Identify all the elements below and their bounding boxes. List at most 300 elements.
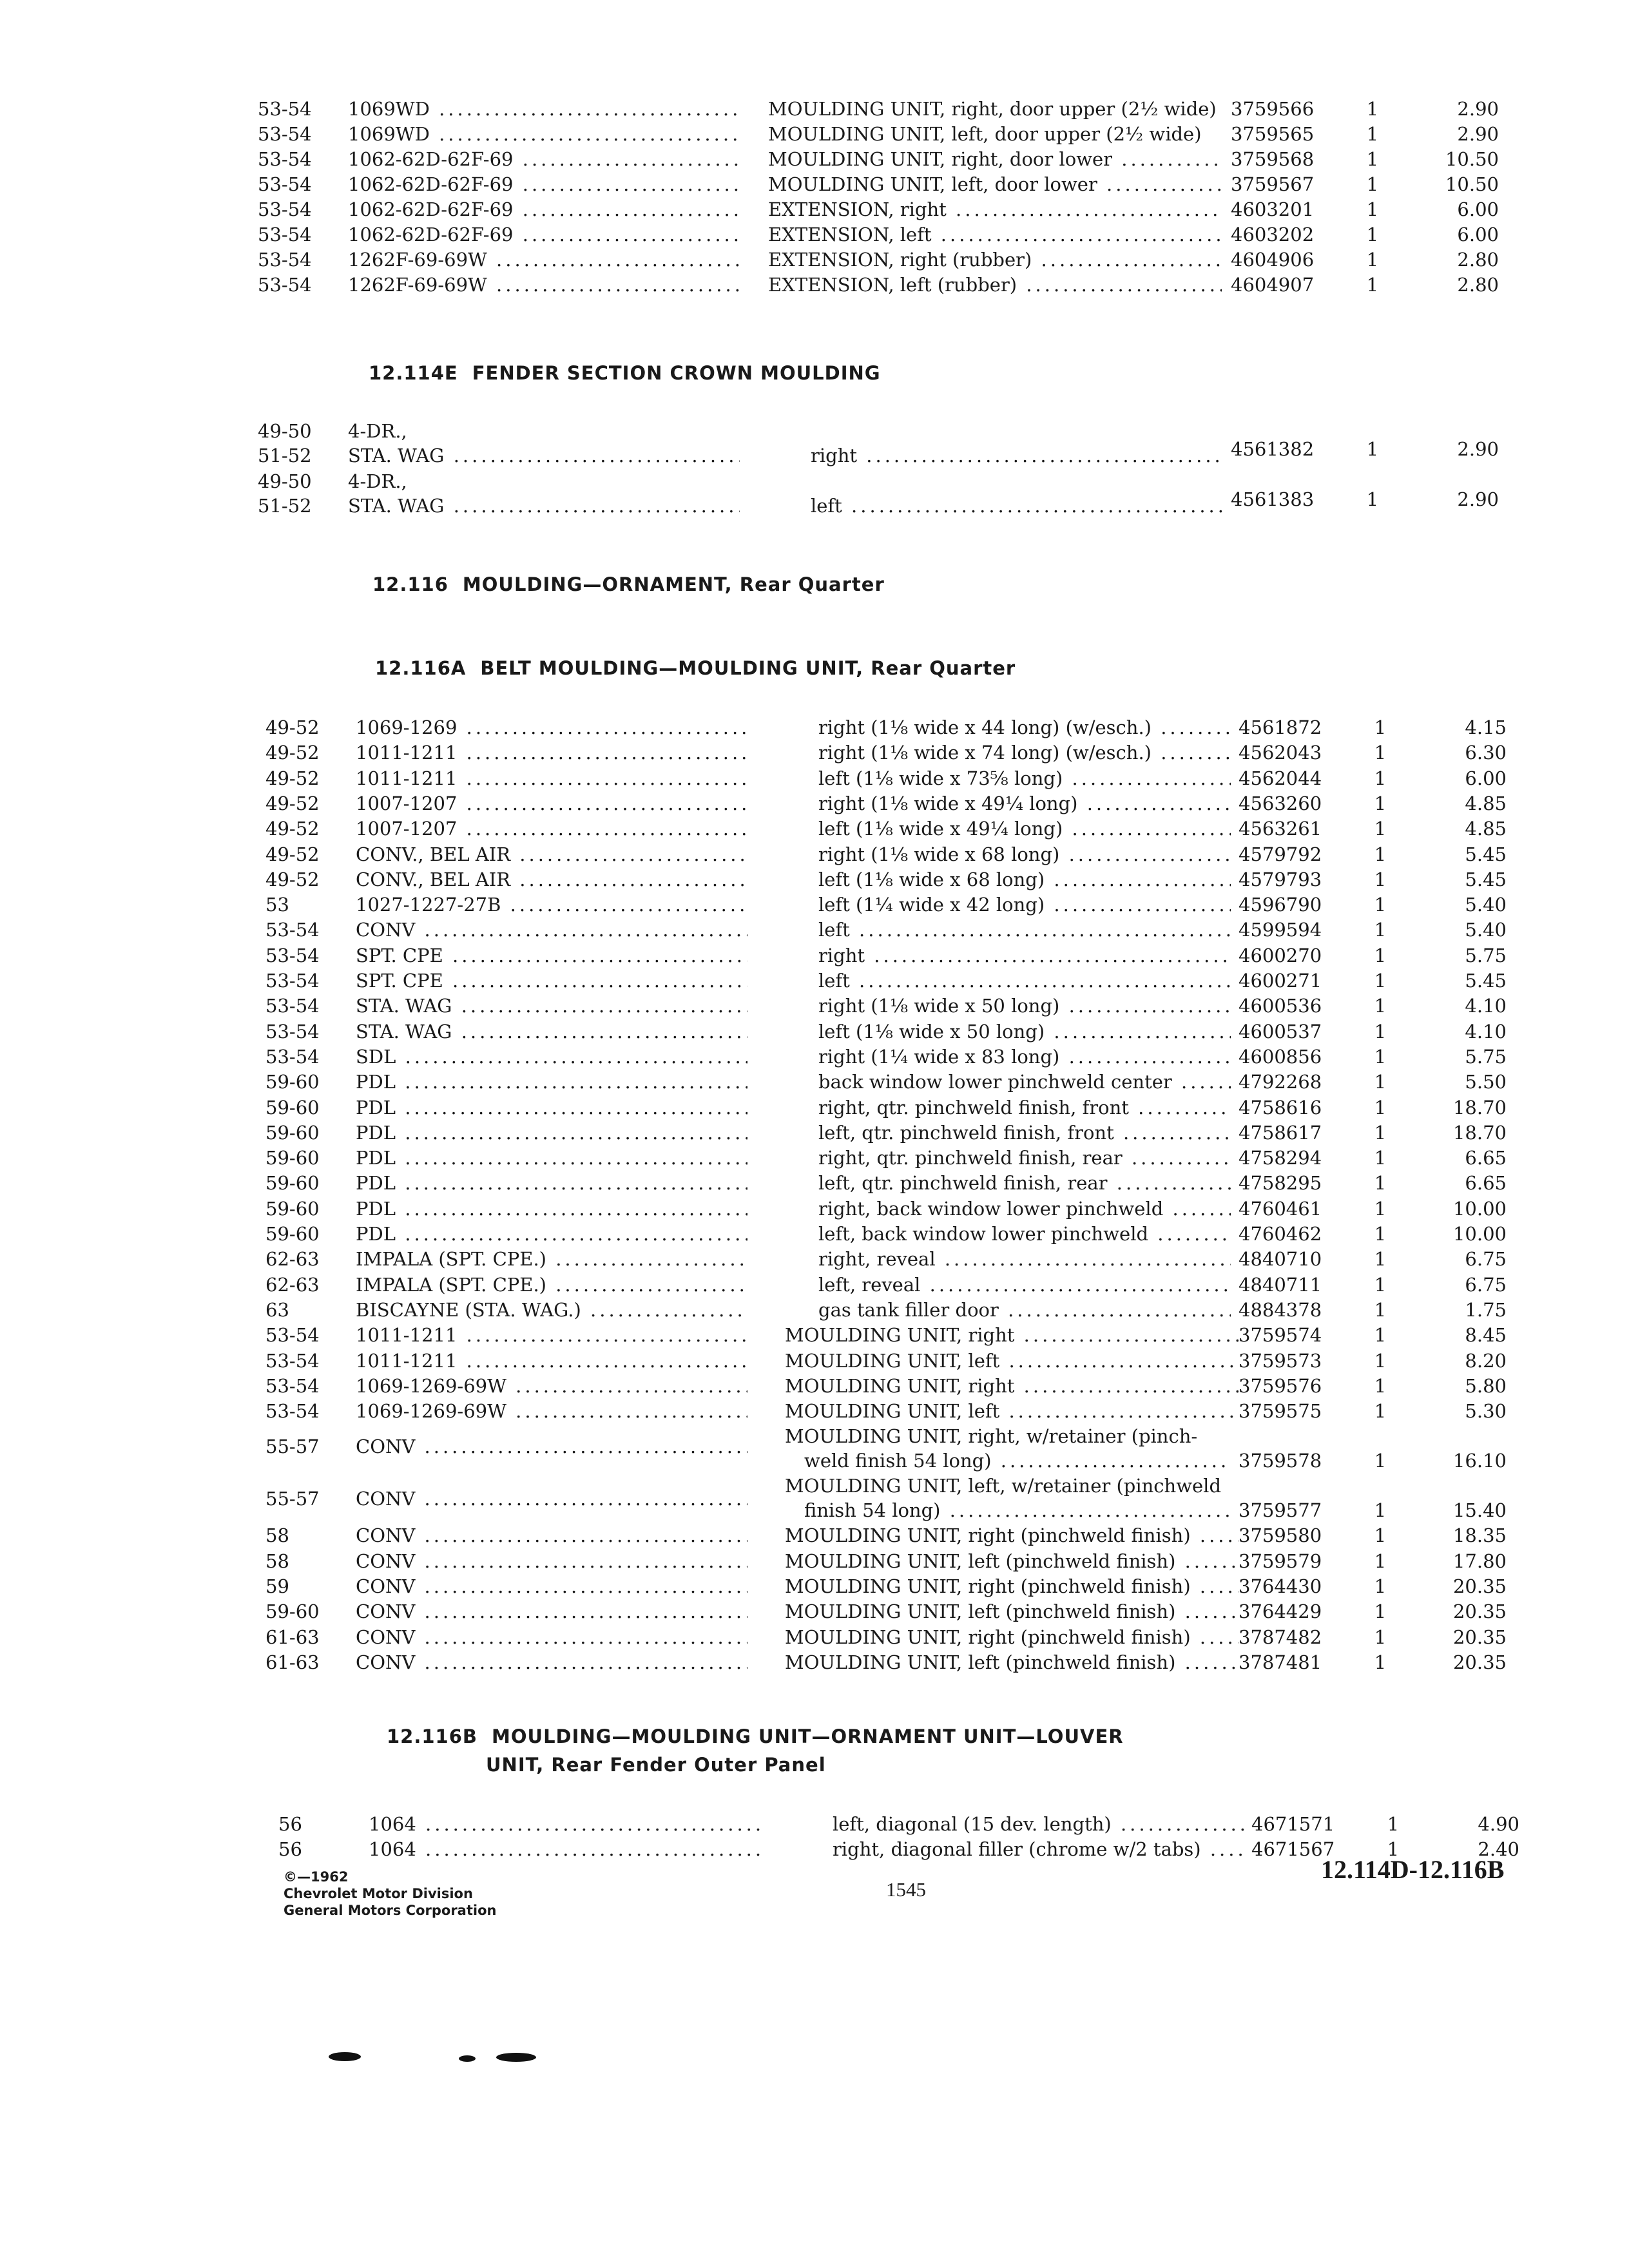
- table-row: [258, 247, 1579, 272]
- model-cell: PDL .....: [356, 1070, 747, 1094]
- model-cell: 1007-1207 .....: [356, 791, 747, 816]
- year-cell: 59-60: [265, 1600, 320, 1623]
- table-row: [265, 1323, 1586, 1347]
- model-cell: CONV .....: [356, 1523, 747, 1548]
- part-number-cell: 4758617: [1239, 1121, 1322, 1144]
- quantity-cell: 1: [1374, 1651, 1387, 1673]
- table-row: [265, 842, 1586, 867]
- quantity-cell: 1: [1374, 1550, 1387, 1572]
- part-number-cell: 3759579: [1239, 1550, 1322, 1572]
- year-cell: 49-52: [265, 767, 320, 789]
- price-cell: 5.45: [1465, 843, 1507, 865]
- part-number-cell: 3759568: [1231, 148, 1315, 170]
- part-number-cell: 4758294: [1239, 1147, 1322, 1169]
- quantity-cell: 1: [1374, 944, 1387, 966]
- quantity-cell: 1: [1366, 274, 1379, 296]
- quantity-cell: 1: [1366, 123, 1379, 145]
- price-cell: 6.00: [1465, 767, 1507, 789]
- part-number-cell: 3787482: [1239, 1626, 1322, 1648]
- quantity-cell: 1: [1374, 995, 1387, 1017]
- description-cell: left (1⅛ wide x 50 long) .....: [818, 1019, 1231, 1044]
- description-cell: left (1⅛ wide x 73⅝ long) .....: [818, 766, 1231, 791]
- part-number-cell: 4671571: [1251, 1813, 1335, 1835]
- model-cell: SPT. CPE .....: [356, 943, 747, 968]
- description-cell: EXTENSION, left .....: [768, 222, 1222, 247]
- description-cell: MOULDING UNIT, right, door lower .....: [768, 147, 1222, 171]
- year-cell: 53-54: [265, 1374, 320, 1397]
- description-cell: left, qtr. pinchweld finish, front .....: [818, 1120, 1231, 1145]
- table-row: [258, 222, 1579, 247]
- price-cell: 5.45: [1465, 868, 1507, 890]
- table-row: [258, 147, 1579, 171]
- year-cell: 53-54: [265, 1324, 320, 1347]
- model-cell: CONV .....: [356, 1486, 747, 1511]
- quantity-cell: 1: [1366, 438, 1379, 460]
- year-cell: 49-50: [258, 420, 312, 442]
- price-cell: 1.75: [1465, 1298, 1507, 1321]
- price-cell: 10.50: [1445, 173, 1499, 195]
- table-row: [278, 1812, 1599, 1836]
- price-cell: 5.75: [1465, 944, 1507, 966]
- description-cell: right .....: [811, 443, 1223, 468]
- quantity-cell: 1: [1374, 970, 1387, 992]
- quantity-cell: 1: [1374, 1600, 1387, 1623]
- model-cell: 1062-62D-62F-69 .....: [348, 222, 740, 247]
- table-row: [258, 488, 1579, 518]
- part-number-cell: 4579793: [1239, 868, 1322, 890]
- part-number-cell: 3759567: [1231, 173, 1315, 195]
- description-cell: MOULDING UNIT, left (pinchweld finish) .....: [785, 1549, 1239, 1573]
- quantity-cell: 1: [1374, 1626, 1387, 1648]
- part-number-cell: 4884378: [1239, 1298, 1322, 1321]
- year-cell: 56: [278, 1838, 302, 1860]
- part-number-cell: 3759580: [1239, 1524, 1322, 1547]
- section-number: 12.116: [372, 573, 448, 595]
- model-cell: STA. WAG .....: [356, 994, 747, 1018]
- price-cell: 15.40: [1452, 1499, 1507, 1522]
- model-cell: CONV .....: [356, 1599, 747, 1624]
- model-cell: SPT. CPE .....: [356, 968, 747, 993]
- quantity-cell: 1: [1374, 1499, 1387, 1522]
- year-cell: 53-54: [258, 148, 312, 170]
- model-cell: 1262F-69-69W .....: [348, 273, 740, 297]
- table-row: [265, 1488, 1586, 1523]
- section-title-line2: UNIT, Rear Fender Outer Panel: [486, 1754, 826, 1776]
- description-cell: right .....: [818, 943, 1231, 968]
- description-cell: MOULDING UNIT, right (pinchweld finish) .....: [785, 1523, 1239, 1548]
- year-cell: 49-52: [265, 716, 320, 738]
- part-number-cell: 3759573: [1239, 1349, 1322, 1372]
- year-cell: 51-52: [258, 445, 312, 466]
- model-cell: BISCAYNE (STA. WAG.) .....: [356, 1298, 747, 1322]
- year-cell: 59-60: [265, 1121, 320, 1144]
- quantity-cell: 1: [1374, 1575, 1387, 1597]
- year-cell: 53-54: [265, 995, 320, 1017]
- year-cell: 59-60: [265, 1197, 320, 1220]
- model-cell: PDL .....: [356, 1120, 747, 1145]
- division-name: Chevrolet Motor Division: [284, 1886, 473, 1901]
- quantity-cell: 1: [1366, 98, 1379, 120]
- quantity-cell: 1: [1387, 1813, 1400, 1835]
- model-cell: CONV .....: [356, 1574, 747, 1599]
- price-cell: 8.20: [1465, 1349, 1507, 1372]
- model-cell: 1064 .....: [369, 1837, 760, 1861]
- part-number-cell: 4561872: [1239, 716, 1322, 738]
- part-number-cell: 4760461: [1239, 1197, 1322, 1220]
- price-cell: 10.50: [1445, 148, 1499, 170]
- section-number: 12.116B: [387, 1725, 478, 1747]
- description-cell: right (1⅛ wide x 68 long) .....: [818, 842, 1231, 867]
- section-heading-12-116: [372, 573, 885, 595]
- model-cell: 1011-1211 .....: [356, 740, 747, 765]
- quantity-cell: 1: [1366, 148, 1379, 170]
- price-cell: 4.10: [1465, 1020, 1507, 1043]
- description-cell: left (1⅛ wide x 49¼ long) .....: [818, 816, 1231, 841]
- table-row: [265, 1222, 1586, 1246]
- description-cell: left (1⅛ wide x 68 long) .....: [818, 867, 1231, 892]
- description-cell: right, back window lower pinchweld .....: [818, 1196, 1231, 1221]
- price-cell: 18.70: [1452, 1096, 1507, 1119]
- description-cell: left, back window lower pinchweld .....: [818, 1222, 1231, 1246]
- table-row: [265, 994, 1586, 1018]
- year-cell: 49-52: [265, 843, 320, 865]
- description-cell: finish 54 long) .....: [804, 1498, 1229, 1523]
- table-row: [265, 1120, 1586, 1145]
- quantity-cell: 1: [1374, 1298, 1387, 1321]
- corporation-name: General Motors Corporation: [284, 1903, 497, 1918]
- quantity-cell: 1: [1374, 716, 1387, 738]
- quantity-cell: 1: [1374, 792, 1387, 814]
- quantity-cell: 1: [1374, 767, 1387, 789]
- quantity-cell: 1: [1374, 1324, 1387, 1347]
- year-cell: 49-52: [265, 868, 320, 890]
- year-cell: 56: [278, 1813, 302, 1835]
- part-number-cell: 3764429: [1239, 1600, 1322, 1623]
- quantity-cell: 1: [1366, 224, 1379, 245]
- model-cell: PDL .....: [356, 1095, 747, 1120]
- year-cell: 59: [265, 1575, 289, 1597]
- model-cell: 1011-1211 .....: [356, 766, 747, 791]
- quantity-cell: 1: [1374, 742, 1387, 764]
- quantity-cell: 1: [1374, 1273, 1387, 1296]
- price-cell: 2.80: [1457, 249, 1499, 271]
- part-number-cell: 4563261: [1239, 818, 1322, 840]
- quantity-cell: 1: [1374, 1374, 1387, 1397]
- year-cell: 53-54: [258, 173, 312, 195]
- table-row: [265, 766, 1586, 791]
- table-row: [265, 1095, 1586, 1120]
- part-number-cell: 3787481: [1239, 1651, 1322, 1673]
- price-cell: 4.15: [1465, 716, 1507, 738]
- model-cell: 1069-1269-69W .....: [356, 1374, 747, 1398]
- part-number-cell: 4600270: [1239, 944, 1322, 966]
- price-cell: 10.00: [1452, 1197, 1507, 1220]
- quantity-cell: 1: [1374, 1524, 1387, 1547]
- year-cell: 53-54: [265, 944, 320, 966]
- part-number-cell: 4604907: [1231, 274, 1315, 296]
- part-number-cell: 4596790: [1239, 894, 1322, 916]
- section-heading-12-116a: [375, 657, 1016, 679]
- year-cell: 49-52: [265, 742, 320, 764]
- price-cell: 5.45: [1465, 970, 1507, 992]
- description-cell: MOULDING UNIT, left (pinchweld finish) .....: [785, 1650, 1239, 1675]
- price-cell: 2.90: [1457, 488, 1499, 510]
- part-number-cell: 4604906: [1231, 249, 1315, 271]
- description-cell: MOULDING UNIT, left .....: [785, 1399, 1239, 1423]
- table-row: [258, 122, 1579, 146]
- quantity-cell: 1: [1374, 868, 1387, 890]
- description-cell: right (1⅛ wide x 44 long) (w/esch.) .....: [818, 715, 1231, 740]
- price-cell: 17.80: [1452, 1550, 1507, 1572]
- description-cell: left .....: [818, 968, 1231, 993]
- year-cell: 55-57: [265, 1488, 320, 1510]
- part-number-cell: 3759577: [1239, 1499, 1322, 1522]
- description-cell: left .....: [818, 918, 1231, 942]
- model-cell: 1011-1211 .....: [356, 1349, 747, 1373]
- year-cell: 63: [265, 1298, 289, 1321]
- model-cell: 1069-1269-69W .....: [356, 1399, 747, 1423]
- year-cell: 53-54: [258, 98, 312, 120]
- year-cell: 51-52: [258, 495, 312, 517]
- quantity-cell: 1: [1374, 1121, 1387, 1144]
- model-cell: CONV .....: [356, 1625, 747, 1649]
- table-row: [258, 197, 1579, 222]
- model-cell: PDL .....: [356, 1171, 747, 1195]
- model-cell: 4-DR.,: [348, 470, 407, 492]
- price-cell: 5.40: [1465, 894, 1507, 916]
- quantity-cell: 1: [1374, 1349, 1387, 1372]
- description-cell: MOULDING UNIT, right, w/retainer (pinch-: [785, 1425, 1198, 1448]
- price-cell: 2.40: [1478, 1838, 1519, 1860]
- table-row: [265, 918, 1586, 942]
- description-cell: MOULDING UNIT, right, door upper (2½ wide): [768, 98, 1217, 120]
- quantity-cell: 1: [1374, 1172, 1387, 1195]
- quantity-cell: 1: [1366, 198, 1379, 220]
- part-number-cell: 3759566: [1231, 98, 1315, 120]
- copyright-line: ©—1962: [284, 1869, 349, 1885]
- quantity-cell: 1: [1374, 1071, 1387, 1093]
- table-row: [265, 1349, 1586, 1373]
- part-number-cell: 4840711: [1239, 1273, 1322, 1296]
- price-cell: 6.75: [1465, 1273, 1507, 1296]
- model-cell: 1011-1211 .....: [356, 1323, 747, 1347]
- description-cell: EXTENSION, left (rubber) .....: [768, 273, 1222, 297]
- table-row: [265, 1298, 1586, 1322]
- section-number: 12.114E: [369, 362, 458, 384]
- price-cell: 2.90: [1457, 438, 1499, 460]
- year-cell: 53-54: [258, 274, 312, 296]
- part-number-cell: 4840710: [1239, 1248, 1322, 1271]
- description-cell: right, diagonal filler (chrome w/2 tabs) .....: [833, 1837, 1245, 1861]
- model-cell: CONV .....: [356, 1650, 747, 1675]
- price-cell: 6.00: [1457, 224, 1499, 245]
- part-number-cell: 4603202: [1231, 224, 1315, 245]
- description-cell: EXTENSION, right (rubber) .....: [768, 247, 1222, 272]
- price-cell: 5.50: [1465, 1071, 1507, 1093]
- year-cell: 55-57: [265, 1436, 320, 1458]
- table-row: [265, 1399, 1586, 1423]
- model-cell: SDL .....: [356, 1044, 747, 1069]
- price-cell: 2.80: [1457, 274, 1499, 296]
- year-cell: 62-63: [265, 1248, 320, 1271]
- price-cell: 18.35: [1452, 1524, 1507, 1547]
- part-number-cell: 4600271: [1239, 970, 1322, 992]
- quantity-cell: 1: [1374, 843, 1387, 865]
- description-cell: MOULDING UNIT, right .....: [785, 1323, 1239, 1347]
- table-row: [258, 438, 1579, 468]
- model-cell: PDL .....: [356, 1146, 747, 1170]
- description-cell: right, qtr. pinchweld finish, front .....: [818, 1095, 1231, 1120]
- price-cell: 4.85: [1465, 818, 1507, 840]
- section-heading-12-114e: [369, 362, 881, 384]
- table-row: [265, 892, 1586, 917]
- quantity-cell: 1: [1374, 919, 1387, 941]
- section-heading-12-116b: [387, 1725, 1124, 1747]
- model-cell: CONV., BEL AIR .....: [356, 867, 747, 892]
- description-cell: MOULDING UNIT, right (pinchweld finish) .....: [785, 1625, 1239, 1649]
- scan-mark: [496, 2053, 536, 2062]
- model-cell: CONV., BEL AIR .....: [356, 842, 747, 867]
- quantity-cell: 1: [1374, 1045, 1387, 1068]
- description-cell: MOULDING UNIT, right .....: [785, 1374, 1239, 1398]
- year-cell: 53-54: [265, 919, 320, 941]
- description-cell: right (1⅛ wide x 74 long) (w/esch.) .....: [818, 740, 1231, 765]
- year-cell: 61-63: [265, 1626, 320, 1648]
- table-row: [265, 968, 1586, 993]
- description-cell: right, qtr. pinchweld finish, rear .....: [818, 1146, 1231, 1170]
- table-row: [265, 1549, 1586, 1573]
- description-cell: MOULDING UNIT, right (pinchweld finish) .....: [785, 1574, 1239, 1599]
- year-cell: 53-54: [265, 1349, 320, 1372]
- table-row: [265, 791, 1586, 816]
- part-number-cell: 4599594: [1239, 919, 1322, 941]
- year-cell: 58: [265, 1550, 289, 1572]
- quantity-cell: 1: [1374, 1450, 1387, 1472]
- table-row: [265, 1574, 1586, 1599]
- price-cell: 8.45: [1465, 1324, 1507, 1347]
- part-number-cell: 4792268: [1239, 1071, 1322, 1093]
- part-number-cell: 3759578: [1239, 1450, 1322, 1472]
- year-cell: 49-50: [258, 470, 312, 492]
- table-row: [265, 1044, 1586, 1069]
- model-cell: IMPALA (SPT. CPE.) .....: [356, 1247, 747, 1271]
- table-row: [265, 943, 1586, 968]
- price-cell: 5.75: [1465, 1045, 1507, 1068]
- model-cell: 1064 .....: [369, 1812, 760, 1836]
- table-row: [258, 97, 1579, 121]
- model-cell: STA. WAG .....: [348, 494, 740, 518]
- part-number-cell: 4600537: [1239, 1020, 1322, 1043]
- model-cell: PDL .....: [356, 1196, 747, 1221]
- table-row: [265, 1625, 1586, 1649]
- price-cell: 16.10: [1452, 1450, 1507, 1472]
- description-cell: MOULDING UNIT, left .....: [785, 1349, 1239, 1373]
- table-row: [265, 1273, 1586, 1297]
- year-cell: 53-54: [258, 249, 312, 271]
- description-cell: EXTENSION, right .....: [768, 197, 1222, 222]
- price-cell: 20.35: [1452, 1651, 1507, 1673]
- model-cell: 1062-62D-62F-69 .....: [348, 197, 740, 222]
- description-cell: weld finish 54 long) .....: [804, 1448, 1229, 1473]
- model-cell: 1069-1269 .....: [356, 715, 747, 740]
- description-cell: right (1⅛ wide x 50 long) .....: [818, 994, 1231, 1018]
- table-row: [265, 1196, 1586, 1221]
- description-cell: right (1¼ wide x 83 long) .....: [818, 1044, 1231, 1069]
- quantity-cell: 1: [1374, 1223, 1387, 1245]
- description-cell: right, reveal .....: [818, 1247, 1231, 1271]
- price-cell: 2.90: [1457, 123, 1499, 145]
- table-row: [265, 816, 1586, 841]
- part-number-cell: 4603201: [1231, 198, 1315, 220]
- price-cell: 6.65: [1465, 1147, 1507, 1169]
- year-cell: 53-54: [258, 198, 312, 220]
- description-cell: right (1⅛ wide x 49¼ long) .....: [818, 791, 1231, 816]
- table-row: [265, 1650, 1586, 1675]
- description-cell: back window lower pinchweld center .....: [818, 1070, 1231, 1094]
- model-cell: IMPALA (SPT. CPE.) .....: [356, 1273, 747, 1297]
- price-cell: 4.10: [1465, 995, 1507, 1017]
- quantity-cell: 1: [1374, 894, 1387, 916]
- table-row: [258, 273, 1579, 297]
- price-cell: 6.30: [1465, 742, 1507, 764]
- price-cell: 5.80: [1465, 1374, 1507, 1397]
- section-range: 12.114D-12.116B: [1321, 1855, 1505, 1884]
- year-cell: 59-60: [265, 1071, 320, 1093]
- price-cell: 20.35: [1452, 1600, 1507, 1623]
- part-number-cell: 3759575: [1239, 1400, 1322, 1423]
- price-cell: 20.35: [1452, 1626, 1507, 1648]
- description-cell: left (1¼ wide x 42 long) .....: [818, 892, 1231, 917]
- price-cell: 5.40: [1465, 919, 1507, 941]
- year-cell: 53-54: [265, 1400, 320, 1423]
- description-cell: MOULDING UNIT, left, door lower .....: [768, 172, 1222, 197]
- year-cell: 59-60: [265, 1096, 320, 1119]
- part-number-cell: 3764430: [1239, 1575, 1322, 1597]
- model-cell: 1262F-69-69W .....: [348, 247, 740, 272]
- model-cell: STA. WAG .....: [356, 1019, 747, 1044]
- price-cell: 5.30: [1465, 1400, 1507, 1423]
- part-number-cell: 4563260: [1239, 792, 1322, 814]
- table-row: [265, 1599, 1586, 1624]
- table-row: [265, 1070, 1586, 1094]
- year-cell: 58: [265, 1524, 289, 1547]
- part-number-cell: 4758295: [1239, 1172, 1322, 1195]
- year-cell: 53-54: [265, 970, 320, 992]
- year-cell: 61-63: [265, 1651, 320, 1673]
- price-cell: 6.65: [1465, 1172, 1507, 1195]
- year-cell: 59-60: [265, 1172, 320, 1195]
- table-row: [265, 1247, 1586, 1271]
- year-cell: 59-60: [265, 1223, 320, 1245]
- year-cell: 49-52: [265, 818, 320, 840]
- table-row: [265, 1374, 1586, 1398]
- part-number-cell: 4561382: [1231, 438, 1315, 460]
- table-row: [265, 1019, 1586, 1044]
- quantity-cell: 1: [1374, 1197, 1387, 1220]
- model-cell: 1069WD .....: [348, 122, 740, 146]
- part-number-cell: 4760462: [1239, 1223, 1322, 1245]
- description-cell: left, qtr. pinchweld finish, rear .....: [818, 1171, 1231, 1195]
- price-cell: 4.90: [1478, 1813, 1519, 1835]
- year-cell: 53-54: [258, 123, 312, 145]
- part-number-cell: 3759576: [1239, 1374, 1322, 1397]
- part-number-cell: 4562043: [1239, 742, 1322, 764]
- section-title: MOULDING—MOULDING UNIT—ORNAMENT UNIT—LOUVER: [492, 1725, 1124, 1747]
- quantity-cell: 1: [1366, 173, 1379, 195]
- price-cell: 18.70: [1452, 1121, 1507, 1144]
- part-number-cell: 4671567: [1251, 1838, 1335, 1860]
- quantity-cell: 1: [1366, 488, 1379, 510]
